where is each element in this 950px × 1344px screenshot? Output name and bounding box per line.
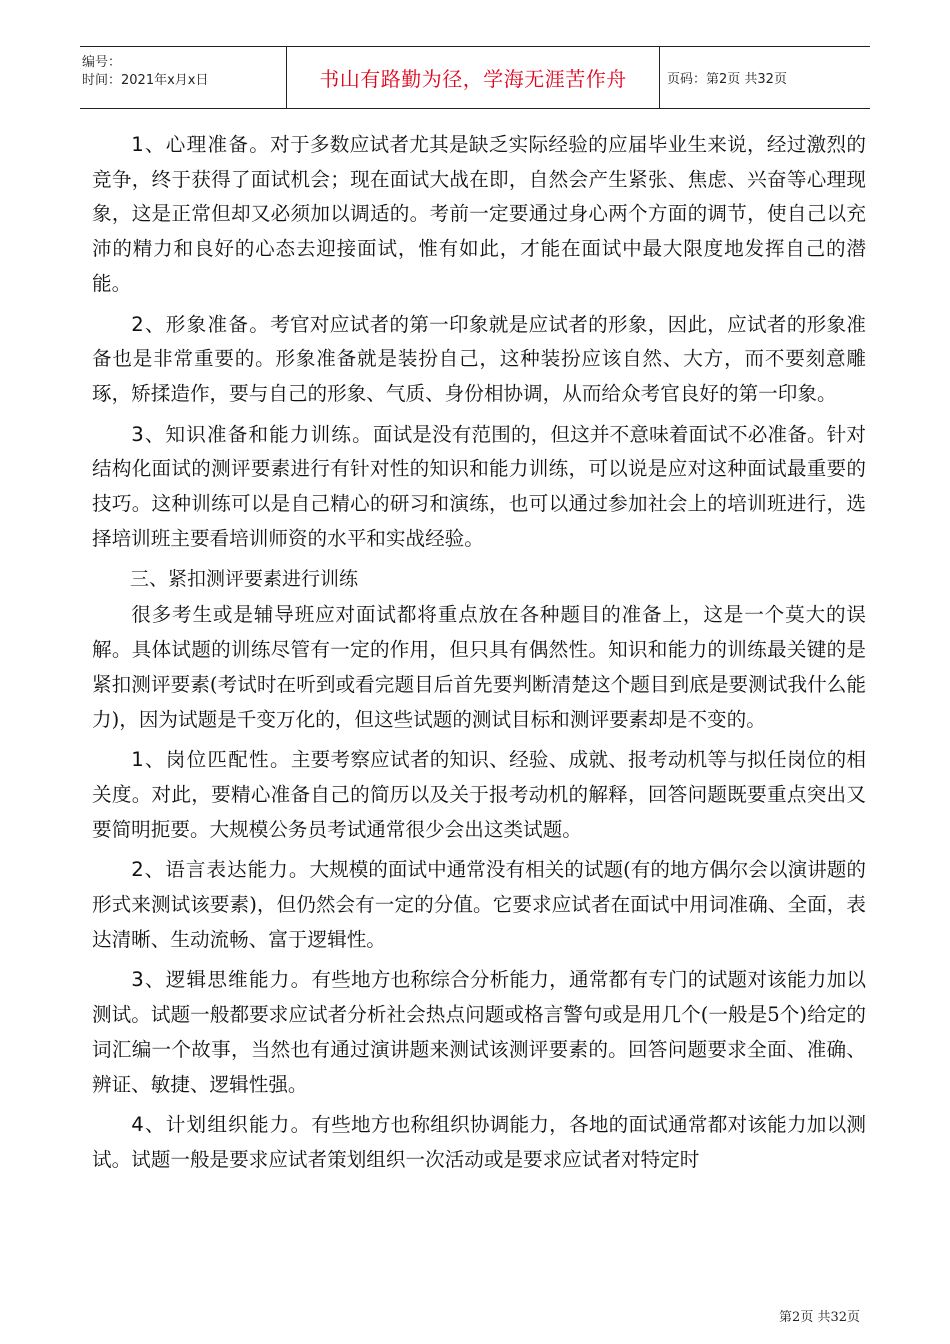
paragraph-lead: 2、形象准备。 (131, 312, 271, 336)
paragraph (92, 128, 866, 302)
paragraph-lead: 4、计划组织能力。 (131, 1113, 312, 1137)
paragraph-text: 有些地方也称组织协调能力，各地的面试通常都对该能力加以测试。试题一般是要求应试者策划组织一次活动或是要求应试者对特定时 (92, 1113, 867, 1171)
section-heading: 三、紧扣测评要素进行训练 (130, 568, 359, 591)
paragraph-text: 面试是没有范围的，但这并不意味着面试不必准备。针对结构化面试的测评要素进行有针对性的知识和能力训练，可以说是应对这种面试最重要的技巧。这种训练可以是自己精心的研习和演练，也可以通过参加社会上的培训班进行，选择培训班主要看培训师资的水平和实战经验。 (92, 422, 866, 550)
paragraph (92, 853, 866, 957)
header-page-cell (659, 47, 870, 108)
paragraph-lead: 3、逻辑思维能力。 (131, 968, 312, 992)
paragraph-lead: 1、心理准备。 (131, 133, 271, 156)
paragraph-lead: 3、知识准备和能力训练。 (131, 422, 373, 446)
paragraph-text: 考官对应试者的第一印象就是应试者的形象，因此，应试者的形象准备也是非常重要的。形象准备就是装扮自己，这种装扮应该自然、大方，而不要刻意雕琢，矫揉造作，要与自己的形象、气质、身份相协调，从而给众考官良好的第一印象。 (92, 312, 866, 405)
paragraph (92, 308, 866, 412)
header-number-label: 编号： (82, 55, 122, 70)
header-time-label: 时间：2021年x月x日 (82, 73, 209, 88)
paragraph (92, 743, 866, 847)
paragraph-text: 大规模的面试中通常没有相关的试题(有的地方偶尔会以演讲题的形式来测试该要素)，但仍然会有一定的分值。它要求应试者在面试中用词准确、全面，表达清晰、生动流畅、富于逻辑性。 (92, 858, 866, 951)
header-page-info: 页码：第2页 共32页 (667, 72, 787, 87)
header-motto-cell (286, 47, 660, 108)
paragraph-text: 对于多数应试者尤其是缺乏实际经验的应届毕业生来说，经过激烈的竞争，终于获得了面试机会；现在面试大战在即，自然会产生紧张、焦虑、兴奋等心理现象，这是正常但却又必须加以调适的。考前一定要通过身心两个方面的调节，使自己以充沛的精力和良好的心态去迎接面试，惟有如此，才能在面试中最大限度地发挥自己的潜能。 (92, 133, 866, 295)
paragraph-text: 很多考生或是辅导班应对面试都将重点放在各种题目的准备上，这是一个莫大的误解。具体试题的训练尽管有一定的作用，但只具有偶然性。知识和能力的训练最关键的是紧扣测评要素(考试时在听到或看完题目后首先要判断清楚这个题目到底是要测试我什么能力)，因为试题是千变万化的，但这些试题的测试目标和测评要素却是不变的。 (92, 603, 866, 731)
header-meta (80, 47, 286, 108)
paragraph-lead: 2、语言表达能力。 (131, 858, 310, 882)
paragraph (92, 418, 866, 557)
page-footer: 第2页 共32页 (779, 1310, 860, 1325)
paragraph (92, 598, 866, 737)
paragraph-text: 有些地方也称综合分析能力，通常都有专门的试题对该能力加以测试。试题一般都要求应试者分析社会热点问题或格言警句或是用几个(一般是5个)给定的词汇编一个故事，当然也有通过演讲题来测试该测评要素的。回答问题要求全面、准确、辨证、敏捷、逻辑性强。 (92, 968, 867, 1096)
document-body (92, 128, 866, 1184)
paragraph-text: 主要考察应试者的知识、经验、成就、报考动机等与拟任岗位的相关度。对此，要精心准备自己的简历以及关于报考动机的解释，回答问题既要重点突出又要简明扼要。大规模公务员考试通常很少会出这类试题。 (92, 748, 867, 841)
paragraph (92, 963, 866, 1102)
page-header (80, 46, 870, 109)
paragraph (92, 1108, 866, 1177)
paragraph-lead: 1、岗位匹配性。 (131, 748, 291, 772)
header-motto: 书山有路勤为径，学海无涯苦作舟 (319, 67, 627, 91)
